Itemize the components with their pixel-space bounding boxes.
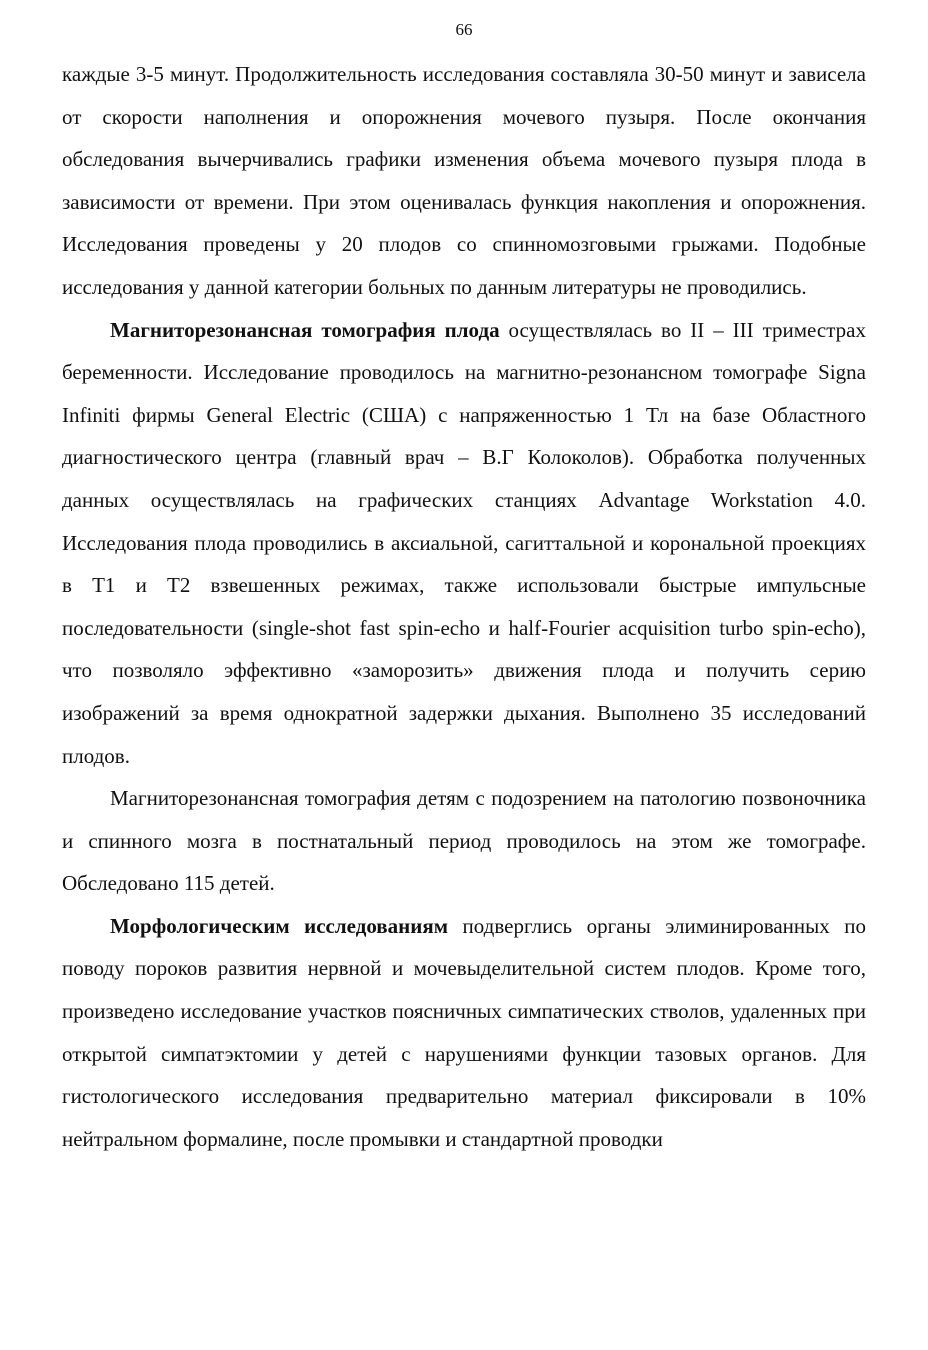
- paragraph-morphology: [62, 905, 866, 1161]
- document-body: [62, 53, 866, 1160]
- paragraph-mri-children: [62, 777, 866, 905]
- paragraph-heading-bold: Магниторезонансная томография плода: [110, 317, 500, 342]
- paragraph-text: Магниторезонансная томография детям с подозрением на патологию позвоночника и спинного мозга в постнатальный период проводилось на этом же томографе. Обследовано 115 детей.: [62, 786, 866, 896]
- paragraph-heading-bold: Морфологическим исследованиям: [110, 913, 449, 938]
- paragraph-text: осуществлялась во II – III триместрах беременности. Исследование проводилось на магнитно-резонансном томографе Signa Infiniti фирмы General Electric (США) с напряженностью 1 Тл на базе Областного диагностического центра (главный врач – В.Г Колоколов). Обработка полученных данных осуществлялась на графических станциях Advantage Workstation 4.0. Исследования плода проводились в аксиальной, сагиттальной и корональной проекциях в T1 и T2 взвешенных режимах, также использовали быстрые импульсные последовательности (single-shot fast spin-echo и half-Fourier acquisition turbo spin-echo), что позволяло эффективно «заморозить» движения плода и получить серию изображений за время однократной задержки дыхания. Выполнено 35 исследований плодов.: [62, 317, 866, 768]
- paragraph-text: каждые 3-5 минут. Продолжительность исследования составляла 30-50 минут и зависела от скорости наполнения и опорожнения мочевого пузыря. После окончания обследования вычерчивались графики изменения объема мочевого пузыря плода в зависимости от времени. При этом оценивалась функция накопления и опорожнения. Исследования проведены у 20 плодов со спинномозговыми грыжами. Подобные исследования у данной категории больных по данным литературы не проводились.: [62, 62, 866, 299]
- page-number: 66: [455, 20, 473, 39]
- paragraph-text: подверглись органы элиминированных по поводу пороков развития нервной и мочевыделительной систем плодов. Кроме того, произведено исследование участков поясничных симпатических стволов, удаленных при открытой симпатэктомии у детей с нарушениями функции тазовых органов. Для гистологического исследования предварительно материал фиксировали в 10% нейтральном формалине, после промывки и стандартной проводки: [62, 913, 867, 1151]
- paragraph-mri-fetus: [62, 309, 866, 778]
- paragraph-continued: [62, 53, 866, 309]
